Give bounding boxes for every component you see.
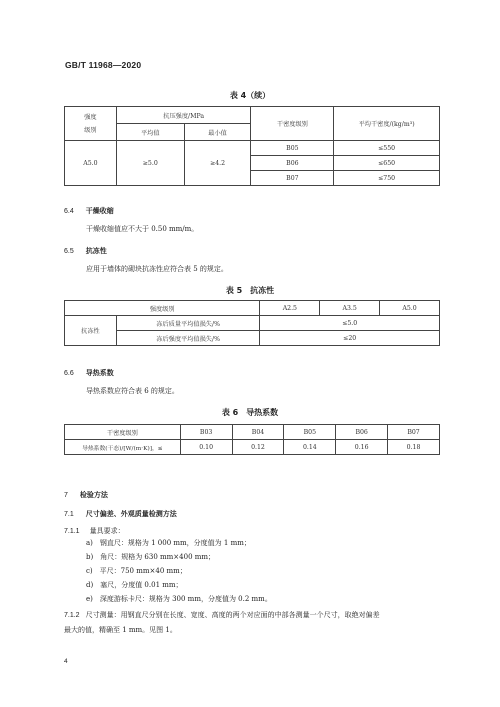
col-avg-header: 平均值 xyxy=(116,124,184,141)
density-value-cell: ≤550 xyxy=(334,141,440,156)
grade-header: A2.5 xyxy=(260,301,320,316)
section-number: 6.5 xyxy=(64,248,74,255)
paragraph-line: 尺寸测量：用钢直尺分别在长度、宽度、高度的两个对应面的中部各测量一个尺寸，取绝对偏差 xyxy=(85,611,380,619)
conductivity-value: 0.10 xyxy=(180,440,232,455)
list-item: a) 钢直尺：规格为 1 000 mm，分度值为 1 mm； xyxy=(86,539,251,547)
table4-caption: 表 4（续） xyxy=(229,91,271,100)
table4 xyxy=(64,106,440,186)
conductivity-value: 0.18 xyxy=(388,440,440,455)
section-title: 干燥收缩 xyxy=(85,207,114,215)
section-title: 抗冻性 xyxy=(85,247,107,255)
density-grade-cell: B07 xyxy=(251,171,334,186)
list-item: b) 角尺：规格为 630 mm×400 mm； xyxy=(86,553,216,561)
grade-header: B07 xyxy=(388,425,440,440)
col-strength-header: 强度 级别 xyxy=(65,107,117,141)
table5 xyxy=(64,300,440,346)
list-item: c) 平尺：750 mm×40 mm； xyxy=(86,567,187,575)
paragraph: 导热系数应符合表 6 的规定。 xyxy=(86,387,179,395)
paragraph: 干燥收缩值应不大于 0.50 mm/m。 xyxy=(86,225,199,233)
page-number: 4 xyxy=(64,658,68,665)
table5-caption: 表 5 抗冻性 xyxy=(225,286,275,295)
conductivity-value: 0.16 xyxy=(336,440,388,455)
list-item: d) 塞尺，分度值 0.01 mm； xyxy=(86,581,183,589)
row-label: 冻后质量平均值损失/% xyxy=(116,316,260,331)
section-number: 7 xyxy=(64,492,68,499)
section-number: 7.1.1 xyxy=(64,528,80,535)
section-7-1-1 xyxy=(64,526,125,536)
section-title: 尺寸偏差、外观质量检测方法 xyxy=(85,510,177,518)
section-6-6 xyxy=(64,368,114,378)
conductivity-label: 导热系数(干态)/[W/(m·K)]，≤ xyxy=(65,440,181,455)
density-grade-header: 干密度级别 xyxy=(65,425,181,440)
frost-label: 抗冻性 xyxy=(65,316,117,346)
strength-grade-header: 强度级别 xyxy=(65,301,260,316)
section-6-5 xyxy=(64,246,107,256)
grade-header: A3.5 xyxy=(320,301,380,316)
min-cell: ≥4.2 xyxy=(184,141,251,186)
density-grade-cell: B06 xyxy=(251,156,334,171)
section-number: 7.1.2 xyxy=(64,612,80,619)
avg-cell: ≥5.0 xyxy=(116,141,184,186)
table6 xyxy=(64,424,440,455)
section-7-1-2 xyxy=(64,608,444,637)
row-label: 冻后强度平均值损失/% xyxy=(116,331,260,346)
section-7-1 xyxy=(64,509,177,519)
standard-header: GB/T 11968—2020 xyxy=(65,60,142,70)
grade-header: B04 xyxy=(232,425,284,440)
col-compressive-header: 抗压强度/MPa xyxy=(116,107,251,124)
list-item: e) 深度游标卡尺：规格为 300 mm，分度值为 0.2 mm。 xyxy=(86,595,272,603)
density-value-cell: ≤750 xyxy=(334,171,440,186)
grade-header: B06 xyxy=(336,425,388,440)
section-title: 导热系数 xyxy=(85,369,114,377)
paragraph: 应用于墙体的砌块抗冻性应符合表 5 的规定。 xyxy=(86,265,228,273)
density-value-cell: ≤650 xyxy=(334,156,440,171)
table6-caption: 表 6 导热系数 xyxy=(221,408,279,417)
section-number: 6.6 xyxy=(64,370,74,377)
row-value: ≤5.0 xyxy=(260,316,440,331)
grade-header: B03 xyxy=(180,425,232,440)
paragraph-line: 最大的值，精确至 1 mm。见图 1。 xyxy=(64,626,177,634)
grade-cell: A5.0 xyxy=(65,141,117,186)
section-7 xyxy=(64,490,108,500)
row-value: ≤20 xyxy=(260,331,440,346)
section-6-4 xyxy=(64,206,114,216)
instrument-list xyxy=(86,536,272,606)
col-min-header: 最小值 xyxy=(184,124,251,141)
grade-header: B05 xyxy=(284,425,336,440)
section-title: 检验方法 xyxy=(79,491,108,499)
grade-header: A5.0 xyxy=(380,301,440,316)
col-density-grade-header: 干密度级别 xyxy=(251,107,334,141)
conductivity-value: 0.12 xyxy=(232,440,284,455)
section-number: 6.4 xyxy=(64,208,74,215)
section-number: 7.1 xyxy=(64,511,74,518)
paragraph: 量具要求： xyxy=(89,527,125,535)
col-avg-density-header: 平均干密度/(kg/m³) xyxy=(334,107,440,141)
density-grade-cell: B05 xyxy=(251,141,334,156)
conductivity-value: 0.14 xyxy=(284,440,336,455)
